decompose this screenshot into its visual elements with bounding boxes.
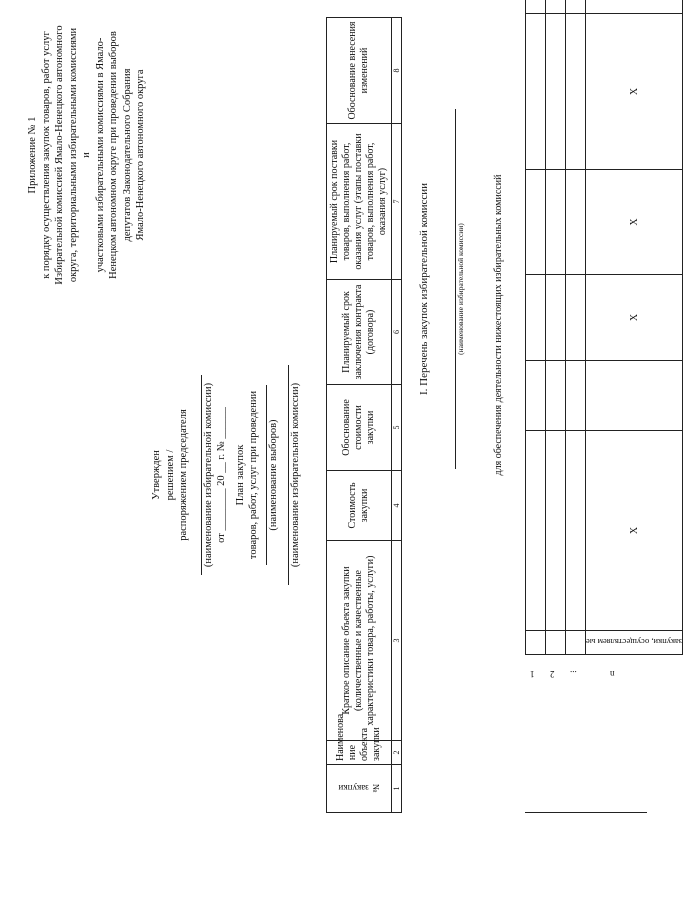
table-cell bbox=[566, 431, 586, 631]
table-cell bbox=[526, 170, 546, 275]
header-cell: Обоснование внесения изменений bbox=[327, 18, 392, 124]
table-cell bbox=[546, 361, 566, 431]
table-cell: закупки, осуществляем ые bbox=[586, 631, 683, 655]
table-cell: X bbox=[586, 431, 683, 631]
approval-block bbox=[150, 345, 229, 605]
column-number: 7 bbox=[392, 124, 402, 280]
row-number: 2 bbox=[550, 669, 555, 679]
table-cell bbox=[566, 275, 586, 361]
appendix-line: депутатов Законодательного Собрания bbox=[121, 68, 133, 242]
approval-line: Утвержден bbox=[151, 450, 162, 500]
column-number: 2 bbox=[392, 741, 402, 765]
table-cell bbox=[526, 431, 546, 631]
table-row bbox=[546, 0, 566, 655]
table-cell bbox=[526, 275, 546, 361]
table-cell bbox=[546, 431, 566, 631]
column-number: 1 bbox=[392, 765, 402, 813]
section-commission-block bbox=[437, 109, 466, 469]
table-cell bbox=[546, 631, 566, 655]
section-commission-caption: (наименование избирательной комиссии) bbox=[456, 223, 465, 355]
table-cell bbox=[526, 631, 546, 655]
table-cell bbox=[546, 0, 566, 14]
approval-line: решением / bbox=[164, 449, 176, 501]
table-cell bbox=[566, 0, 586, 14]
appendix-line: Ненецком автономном округе при проведении выборов bbox=[108, 31, 119, 279]
appendix-line: Избирательной комиссией Ямало-Ненецкого автономного bbox=[54, 25, 65, 285]
column-number: 4 bbox=[392, 471, 402, 541]
table-row bbox=[586, 0, 683, 655]
row-number: ... bbox=[570, 669, 577, 679]
column-number: 5 bbox=[392, 385, 402, 471]
table-cell bbox=[526, 361, 546, 431]
commission-caption: (наименование избирательной комиссии) bbox=[202, 382, 214, 568]
procurement-table bbox=[326, 17, 402, 813]
table-cell bbox=[586, 0, 683, 14]
plan-title: План закупок bbox=[235, 444, 246, 506]
table-cell: X bbox=[586, 275, 683, 361]
table-cell bbox=[566, 14, 586, 170]
table-cell bbox=[526, 14, 546, 170]
header-cell: Планируемый срок заключения контракта (договора) bbox=[327, 280, 392, 385]
appendix-line: Ямало-Ненецкого автономного округа bbox=[135, 69, 146, 241]
table-cell bbox=[586, 361, 683, 431]
procurement-rows-table bbox=[525, 0, 683, 655]
section-title: I. Перечень закупок избирательной комиссии bbox=[418, 182, 430, 395]
table-cell: X bbox=[586, 14, 683, 170]
column-number: 6 bbox=[392, 280, 402, 385]
header-cell: Планируемый срок поставки товаров, выполнения работ, оказания услуг (этапы поставки товаров, выполнения работ, оказания услуг) bbox=[327, 124, 392, 280]
header-cell: Краткое описание объекта закупки (количественные и качественные характеристики товара, работы, услуги) bbox=[327, 541, 392, 741]
table-cell bbox=[546, 14, 566, 170]
appendix-line: участковыми избирательными комиссиями в Ямало- bbox=[94, 37, 106, 273]
header-cell: Наименова ние объекта закупки bbox=[327, 741, 392, 765]
date-line: от ________ 20 __ г. № ______ bbox=[216, 407, 227, 543]
header-cell-number: № закупки bbox=[327, 765, 392, 813]
appendix-line: к порядку осуществления закупок товаров, работ услуг bbox=[40, 31, 52, 279]
table-row bbox=[566, 0, 586, 655]
column-number: 8 bbox=[392, 18, 402, 124]
appendix-title: Приложение № 1 bbox=[27, 116, 38, 194]
table-cell bbox=[546, 275, 566, 361]
header-cell: Стоимость закупки bbox=[327, 471, 392, 541]
table-cell bbox=[566, 631, 586, 655]
plan-subtitle: товаров, работ, услуг при проведении bbox=[248, 390, 259, 560]
column-number-row bbox=[392, 18, 402, 813]
section-subtitle: для обеспечения деятельности нижестоящих избирательных комиссий bbox=[493, 174, 504, 476]
table-cell: X bbox=[586, 170, 683, 275]
table-cell bbox=[566, 170, 586, 275]
header-cell: Обоснование стоимости закупки bbox=[327, 385, 392, 471]
table-row bbox=[526, 0, 546, 655]
appendix-block bbox=[26, 25, 148, 285]
column-number: 3 bbox=[392, 541, 402, 741]
table-cell bbox=[546, 170, 566, 275]
approval-line: распоряжением председателя bbox=[178, 409, 189, 541]
appendix-line: округа, территориальными избирательными комиссиями и bbox=[67, 27, 92, 283]
row-number: n bbox=[610, 669, 615, 679]
row-number: 1 bbox=[530, 669, 535, 679]
header-row bbox=[327, 18, 392, 813]
section-commission-blank-line bbox=[437, 109, 456, 469]
plan-commission-caption: (наименование избирательной комиссии) bbox=[290, 382, 301, 568]
elections-caption: (наименование выборов) bbox=[268, 419, 279, 531]
row-frame bbox=[525, 654, 647, 813]
table-cell bbox=[566, 361, 586, 431]
table-cell bbox=[526, 0, 546, 14]
plan-block bbox=[224, 345, 302, 605]
